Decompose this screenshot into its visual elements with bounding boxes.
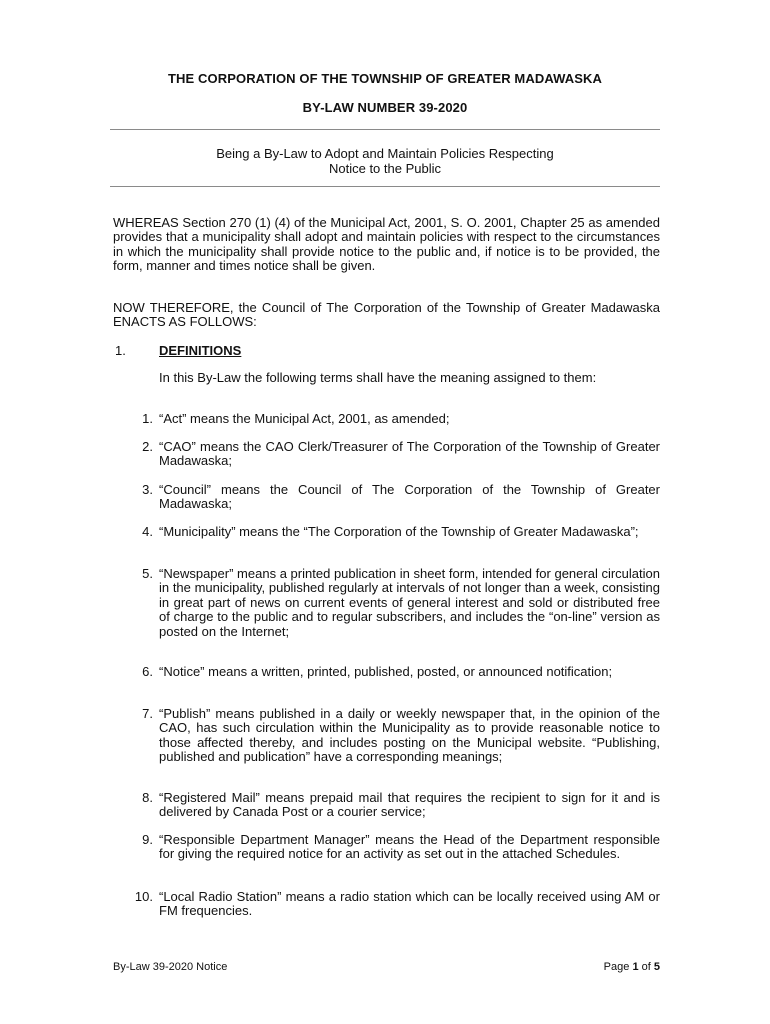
- definition-text: “Local Radio Station” means a radio station which can be locally received using AM or FM frequencies.: [159, 889, 660, 919]
- footer-page-number: [560, 961, 660, 973]
- footer-document-title: By-Law 39-2020 Notice: [113, 961, 228, 973]
- definition-number: 8.: [142, 790, 153, 805]
- definition-number: 6.: [142, 664, 153, 679]
- definition-text: “Responsible Department Manager” means the Head of the Department responsible for giving the required notice for an activity as set out in the attached Schedules.: [159, 832, 660, 862]
- corporation-heading: THE CORPORATION OF THE TOWNSHIP OF GREATER MADAWASKA: [168, 71, 602, 86]
- definition-text: “Newspaper” means a printed publication in sheet form, intended for general circulation in the municipality, published regularly at intervals of not longer than a week, consisting in great part of news on current events of general interest and sold or distributed free of charge to the public and to regular subscribers, and includes the “on-line” version as posted on the Internet;: [159, 566, 660, 639]
- page-label: Page: [603, 961, 630, 973]
- definition-text: “Registered Mail” means prepaid mail that requires the recipient to sign for it and is delivered by Canada Post or a courier service;: [159, 790, 660, 820]
- definition-number: 1.: [142, 411, 153, 426]
- bottom-divider: [110, 186, 660, 187]
- definition-text: “Council” means the Council of The Corporation of the Township of Greater Madawaska;: [159, 482, 660, 512]
- subtitle-line-2: Notice to the Public: [328, 161, 441, 176]
- bylaw-subtitle: [110, 146, 660, 176]
- page-of: of: [641, 961, 651, 973]
- bylaw-number-heading: BY-LAW NUMBER 39-2020: [302, 100, 468, 115]
- top-divider: [110, 129, 660, 130]
- definition-text: “Notice” means a written, printed, published, posted, or announced notification;: [159, 664, 613, 679]
- definition-number: 5.: [142, 566, 153, 581]
- definition-text: “CAO” means the CAO Clerk/Treasurer of The Corporation of the Township of Greater Madawaska;: [159, 439, 660, 469]
- definition-text: “Act” means the Municipal Act, 2001, as amended;: [159, 411, 450, 426]
- section-number: 1.: [115, 343, 126, 358]
- definition-text: “Publish” means published in a daily or weekly newspaper that, in the opinion of the CAO, has such circulation within the Municipality as to provide reasonable notice to those affected thereby, and includes posting on the Municipal website. “Publishing, published and publication” have a corresponding meanings;: [159, 706, 660, 765]
- definition-number: 9.: [142, 832, 153, 847]
- definition-number: 4.: [142, 524, 153, 539]
- definition-number: 7.: [142, 706, 153, 721]
- page-current: 1: [632, 961, 639, 973]
- enacting-paragraph: NOW THEREFORE, the Council of The Corporation of the Township of Greater Madawaska ENACTS AS FOLLOWS:: [113, 300, 660, 330]
- page-total: 5: [653, 961, 660, 973]
- subtitle-line-1: Being a By-Law to Adopt and Maintain Policies Respecting: [216, 146, 554, 161]
- definition-number: 3.: [142, 482, 153, 497]
- definition-text: “Municipality” means the “The Corporation of the Township of Greater Madawaska”;: [159, 524, 639, 539]
- whereas-paragraph: WHEREAS Section 270 (1) (4) of the Municipal Act, 2001, S. O. 2001, Chapter 25 as amended provides that a municipality shall adopt and maintain policies with respect to the circumstances in which the municipality shall provide notice to the public and, if notice is to be provided, the form, manner and times notice shall be given.: [113, 215, 660, 274]
- definition-number: 10.: [134, 889, 153, 904]
- definitions-intro: In this By-Law the following terms shall have the meaning assigned to them:: [159, 370, 597, 385]
- definition-number: 2.: [142, 439, 153, 454]
- section-title: DEFINITIONS: [159, 343, 242, 358]
